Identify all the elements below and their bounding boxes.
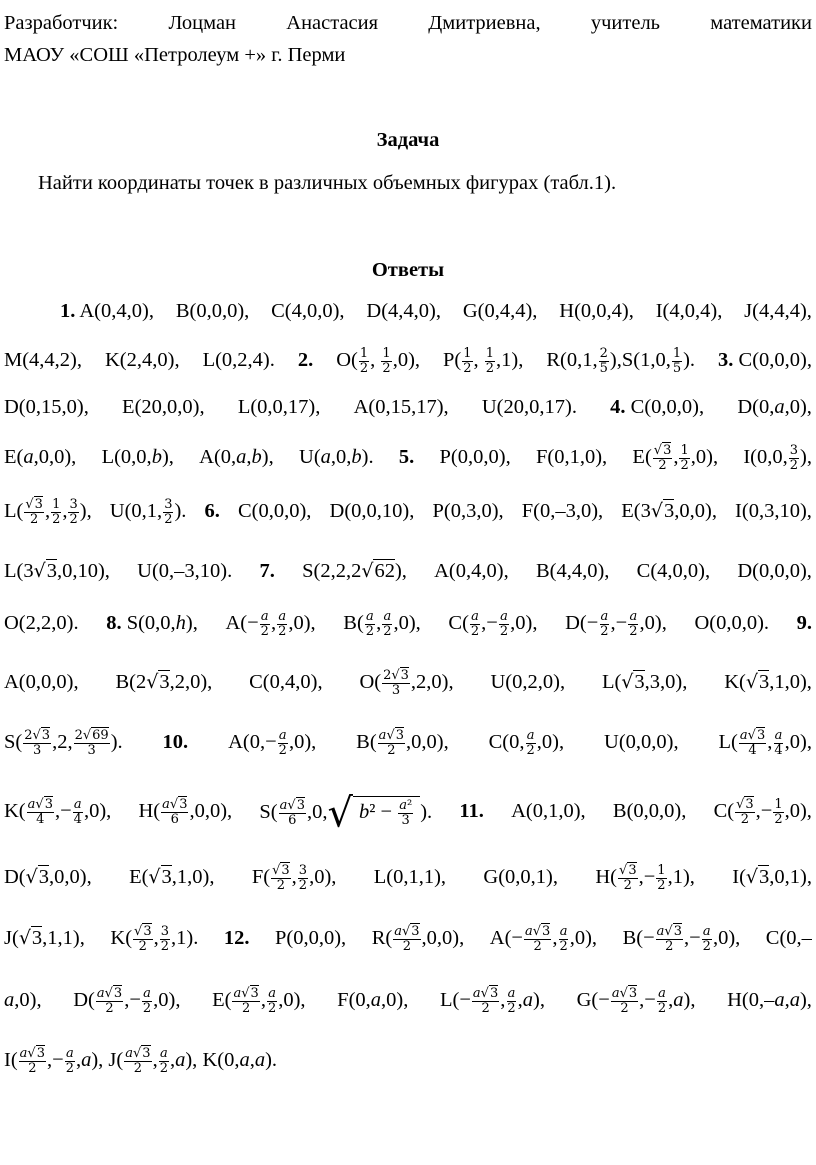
- point: L( $\frac{a√3}{4}$ , $\frac{a}{4}$ ,0),: [718, 727, 812, 758]
- point: B(0,0,0),: [175, 300, 250, 322]
- word: Разработчик:: [4, 12, 119, 34]
- answer-line: [4, 923, 812, 953]
- point: A(0,0,0),: [4, 671, 79, 693]
- point: F(0,–3,0),: [521, 500, 604, 522]
- point: I(4,0,4),: [655, 300, 723, 322]
- point: P(0,0,0),: [275, 927, 347, 949]
- point: O(2,2,0).: [4, 612, 79, 634]
- point: M(4,4,2),: [4, 349, 83, 371]
- point: P( $\frac{1}{2}$ , $\frac{1}{2}$ ,1),: [443, 345, 524, 376]
- point: U(0,–3,10).: [137, 560, 233, 582]
- point: D(√3,0,0),: [4, 866, 92, 888]
- point: D(4,4,0),: [366, 300, 441, 322]
- point: U(0,2,0),: [490, 671, 566, 693]
- point: L(0,2,4).: [202, 349, 275, 371]
- point: U(0,0,0),: [604, 731, 679, 753]
- point: K(2,4,0),: [105, 349, 180, 371]
- point: P(0,0,0),: [439, 446, 511, 468]
- point: E(a,0,0),: [4, 446, 77, 468]
- problem-number: 11.: [459, 800, 484, 822]
- point: O(0,0,0).: [694, 612, 770, 634]
- answer-line: [4, 442, 812, 472]
- problem-number: 2.: [297, 349, 314, 371]
- point: U(a,0,b).: [299, 446, 374, 468]
- point: J(√3,1,1),: [4, 927, 85, 949]
- point: C(0,–: [765, 927, 812, 949]
- point: A(0,− $\frac{a}{2}$ ,0),: [228, 727, 317, 758]
- task-text: Найти координаты точек в различных объемных фигурах (табл.1).: [38, 172, 617, 194]
- point: F( $\frac{√3}{2}$ , $\frac{3}{2}$ ,0),: [251, 862, 337, 893]
- point: H( $\frac{a√3}{6}$ ,0,0),: [138, 796, 233, 827]
- point: B(0,0,0),: [612, 800, 687, 822]
- point: K(√3,1,0),: [724, 671, 812, 693]
- point: I(0,3,10),: [735, 500, 812, 522]
- answer-line: [4, 392, 812, 422]
- point: S(0,0,h),: [126, 612, 198, 634]
- task-title: Задача: [376, 129, 440, 151]
- point: J(4,4,4),: [744, 300, 812, 322]
- point: A(0,15,17),: [353, 396, 449, 418]
- point: F(0,a,0),: [337, 989, 409, 1011]
- point: A(0,4,0),: [434, 560, 509, 582]
- point: K( $\frac{a√3}{4}$ ,− $\frac{a}{4}$ ,0),: [4, 796, 112, 827]
- word: учитель: [590, 12, 661, 34]
- point: C(0,4,0),: [249, 671, 323, 693]
- answer-line: [60, 296, 812, 326]
- point: E( $\frac{√3}{2}$ , $\frac{1}{2}$ ,0),: [632, 442, 719, 473]
- point: C( $\frac{a}{2}$ ,− $\frac{a}{2}$ ,0),: [448, 608, 538, 639]
- point: L(0,1,1),: [373, 866, 447, 888]
- point: F(0,1,0),: [535, 446, 608, 468]
- answer-line: [4, 862, 812, 892]
- answer-line: [4, 667, 812, 697]
- point: D(− $\frac{a}{2}$ ,− $\frac{a}{2}$ ,0),: [565, 608, 667, 639]
- point: H(0,0,4),: [559, 300, 634, 322]
- answer-line: [4, 727, 812, 757]
- point: A(0,1,0),: [511, 800, 586, 822]
- point: J( $\frac{a√3}{2}$ , $\frac{a}{2}$ ,a),: [108, 1045, 198, 1076]
- author-line: [4, 8, 812, 38]
- point: G(0,0,1),: [483, 866, 559, 888]
- point: E( $\frac{a√3}{2}$ , $\frac{a}{2}$ ,0),: [212, 985, 306, 1016]
- problem-number: 10.: [162, 731, 189, 753]
- point: C(0,0,0),: [630, 396, 705, 418]
- answer-line: [4, 985, 812, 1015]
- point: C(0,0,0),: [237, 500, 312, 522]
- problem-number: 6.: [204, 500, 220, 522]
- point: D(0,0,10),: [329, 500, 415, 522]
- point: D(0,a,0),: [737, 396, 812, 418]
- point: D( $\frac{a√3}{2}$ ,− $\frac{a}{2}$ ,0),: [73, 985, 181, 1016]
- point: R( $\frac{a√3}{2}$ ,0,0),: [371, 923, 465, 954]
- point: C(0, $\frac{a}{2}$ ,0),: [488, 727, 565, 758]
- point: O( $\frac{1}{2}$ , $\frac{1}{2}$ ,0),: [336, 345, 421, 376]
- problem-number: 8.: [106, 612, 122, 634]
- answer-line: [4, 556, 812, 586]
- point: B(2√3,2,0),: [115, 671, 213, 693]
- point: L(0,0,17),: [237, 396, 321, 418]
- problem-number: 3.: [718, 349, 734, 371]
- point: A(− $\frac{a}{2}$ , $\frac{a}{2}$ ,0),: [225, 608, 316, 639]
- answer-line: [4, 608, 812, 638]
- point: I(0,0, $\frac{3}{2}$ ),: [743, 442, 812, 473]
- point: E(√3,1,0),: [129, 866, 215, 888]
- point: A(0,a,b),: [199, 446, 274, 468]
- point: L(− $\frac{a√3}{2}$ , $\frac{a}{2}$ ,a),: [439, 985, 545, 1016]
- answer-line: [4, 1045, 816, 1075]
- answer-line: [4, 496, 812, 526]
- point: L(0,0,b),: [101, 446, 174, 468]
- problem-number: 12.: [223, 927, 250, 949]
- word: Дмитриевна,: [428, 12, 541, 34]
- point: a,0),: [4, 989, 42, 1011]
- point: D(0,15,0),: [4, 396, 89, 418]
- problem-number: 4.: [610, 396, 626, 418]
- point: B( $\frac{a√3}{2}$ ,0,0),: [356, 727, 449, 758]
- answer-line: [4, 790, 812, 837]
- point: E(3√3,0,0),: [621, 500, 717, 522]
- point: S( $\frac{2√3}{3}$ ,2, $\frac{2√69}{3}$ ).: [4, 727, 123, 758]
- point: B(4,4,0),: [535, 560, 610, 582]
- answers-title: Ответы: [371, 259, 445, 281]
- point: E(20,0,0),: [122, 396, 205, 418]
- point: L( $\frac{√3}{2}$ , $\frac{1}{2}$ , $\frac{3}{2}$ ),: [4, 496, 92, 527]
- point: K( $\frac{√3}{2}$ , $\frac{3}{2}$ ,1).: [110, 923, 199, 954]
- point: K(0,a,a).: [202, 1049, 278, 1071]
- point: L(√3,3,0),: [601, 671, 688, 693]
- answer-line: [4, 345, 812, 375]
- point: C(0,0,0),: [738, 349, 812, 371]
- point: D(0,0,0),: [737, 560, 812, 582]
- point: G(− $\frac{a√3}{2}$ ,− $\frac{a}{2}$ ,a),: [576, 985, 696, 1016]
- point: B( $\frac{a}{2}$ , $\frac{a}{2}$ ,0),: [343, 608, 421, 639]
- point: S(2,2,2√62),: [302, 560, 407, 582]
- point: I(√3,0,1),: [732, 866, 812, 888]
- problem-number: 1.: [60, 300, 76, 322]
- point: H(0,–a,a),: [727, 989, 812, 1011]
- point: C(4,0,0),: [636, 560, 711, 582]
- point: C(4,0,0),: [271, 300, 345, 322]
- point: G(0,4,4),: [462, 300, 538, 322]
- point: L(3√3,0,10),: [4, 560, 110, 582]
- school-line: МАОУ «СОШ «Петролеум +» г. Перми: [4, 44, 346, 66]
- point: U(0,1, $\frac{3}{2}$ ).: [109, 496, 187, 527]
- point: I( $\frac{a√3}{2}$ ,− $\frac{a}{2}$ ,a),: [4, 1045, 104, 1076]
- word: Анастасия: [286, 12, 379, 34]
- point: P(0,3,0),: [432, 500, 504, 522]
- point: O( $\frac{2√3}{3}$ ,2,0),: [359, 667, 454, 698]
- point: A(0,4,0),: [79, 300, 154, 322]
- point: A(− $\frac{a√3}{2}$ , $\frac{a}{2}$ ,0),: [489, 923, 598, 954]
- problem-number: 9.: [796, 612, 812, 634]
- word: Лоцман: [168, 12, 237, 34]
- problem-number: 5.: [398, 446, 415, 468]
- point: R(0,1, $\frac{2}{5}$ ),S(1,0, $\frac{1}{5}$ ).: [546, 345, 696, 376]
- problem-number: 7.: [259, 560, 275, 582]
- word: математики: [710, 12, 812, 34]
- point: H( $\frac{√3}{2}$ ,− $\frac{1}{2}$ ,1),: [595, 862, 695, 893]
- point: U(20,0,17).: [481, 396, 577, 418]
- point: B(− $\frac{a√3}{2}$ ,− $\frac{a}{2}$ ,0),: [622, 923, 741, 954]
- point: S( $\frac{a√3}{6}$ ,0,√ b² − $\frac{\text{a²}}{3}$ ).: [259, 790, 433, 837]
- point: C( $\frac{√3}{2}$ ,− $\frac{1}{2}$ ,0),: [713, 796, 812, 827]
